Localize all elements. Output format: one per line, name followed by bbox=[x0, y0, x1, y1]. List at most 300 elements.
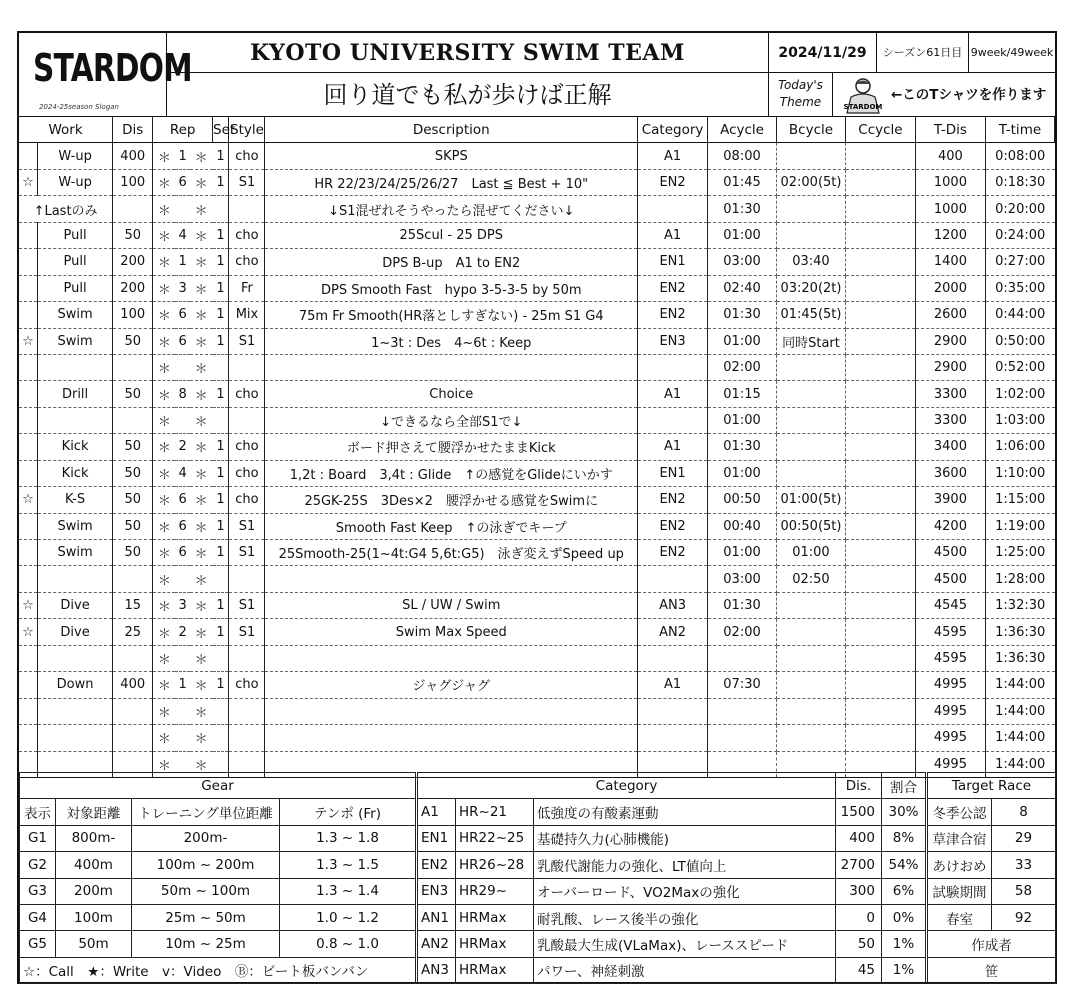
category-cell: EN3 bbox=[418, 878, 456, 904]
multiply-sign: ＊ bbox=[153, 487, 176, 513]
category-cell: HR22~25 bbox=[456, 825, 534, 851]
row-tdis: 4995 bbox=[915, 751, 985, 777]
row-ccycle bbox=[845, 275, 915, 301]
gear-header: 表示 bbox=[20, 799, 56, 825]
category-cell: HR~21 bbox=[456, 799, 534, 825]
category-row bbox=[418, 931, 926, 957]
multiply-sign: ＊ bbox=[153, 698, 176, 724]
multiply-sign: ＊ bbox=[153, 381, 176, 407]
category-cell: 0 bbox=[836, 904, 882, 930]
row-bcycle: 01:45(5t) bbox=[777, 302, 846, 328]
row-dis: 400 bbox=[113, 143, 153, 169]
row-set: 1 bbox=[213, 169, 229, 195]
multiply-sign: ＊ bbox=[153, 434, 176, 460]
row-mark bbox=[19, 275, 38, 301]
row-category: A1 bbox=[638, 222, 708, 248]
row-ttime: 0:24:00 bbox=[985, 222, 1054, 248]
row-dis: 400 bbox=[113, 672, 153, 698]
row-description bbox=[265, 566, 638, 592]
row-mark bbox=[19, 143, 38, 169]
multiply-sign: ＊ bbox=[190, 407, 213, 433]
row-description bbox=[265, 354, 638, 380]
row-set: 1 bbox=[213, 222, 229, 248]
row-category: EN2 bbox=[638, 540, 708, 566]
multiply-sign: ＊ bbox=[153, 460, 176, 486]
gear-cell: 1.0 ~ 1.2 bbox=[280, 904, 416, 930]
practice-sheet bbox=[17, 31, 1057, 984]
row-bcycle bbox=[777, 698, 846, 724]
row-category bbox=[638, 407, 708, 433]
col-tdis: T-Dis bbox=[915, 117, 985, 143]
row-category: AN3 bbox=[638, 592, 708, 618]
row-style bbox=[229, 196, 265, 222]
multiply-sign: ＊ bbox=[190, 302, 213, 328]
multiply-sign: ＊ bbox=[153, 566, 176, 592]
category-cell: 1% bbox=[882, 957, 926, 983]
row-tdis: 4500 bbox=[915, 566, 985, 592]
row-category: A1 bbox=[638, 381, 708, 407]
row-work: Drill bbox=[38, 381, 113, 407]
date: 2024/11/29 bbox=[769, 33, 877, 73]
multiply-sign: ＊ bbox=[190, 751, 213, 777]
multiply-sign: ＊ bbox=[190, 725, 213, 751]
row-set: 1 bbox=[213, 672, 229, 698]
row-set: 1 bbox=[213, 275, 229, 301]
row-bcycle: 03:40 bbox=[777, 249, 846, 275]
target-race-row bbox=[928, 799, 1056, 825]
target-cell: 冬季公認 bbox=[928, 799, 992, 825]
row-bcycle: 02:00(5t) bbox=[777, 169, 846, 195]
row-category bbox=[638, 698, 708, 724]
category-cell: HRMax bbox=[456, 904, 534, 930]
row-acycle bbox=[708, 645, 777, 671]
row-ccycle bbox=[845, 698, 915, 724]
row-set bbox=[213, 407, 229, 433]
row-set: 1 bbox=[213, 513, 229, 539]
row-ttime: 0:50:00 bbox=[985, 328, 1054, 354]
category-cell: 2700 bbox=[836, 852, 882, 878]
table-row bbox=[19, 513, 1055, 539]
row-bcycle bbox=[777, 725, 846, 751]
row-bcycle bbox=[777, 460, 846, 486]
row-dis: 50 bbox=[113, 381, 153, 407]
category-cell: 6% bbox=[882, 878, 926, 904]
row-work: Pull bbox=[38, 222, 113, 248]
category-cell: 1% bbox=[882, 931, 926, 957]
multiply-sign: ＊ bbox=[190, 275, 213, 301]
multiply-sign: ＊ bbox=[190, 698, 213, 724]
multiply-sign: ＊ bbox=[190, 434, 213, 460]
row-category: EN2 bbox=[638, 513, 708, 539]
row-style: cho bbox=[229, 460, 265, 486]
multiply-sign: ＊ bbox=[153, 302, 176, 328]
row-description: 1,2t : Board 3,4t : Glide ↑の感覚をGlideにいかす bbox=[265, 460, 638, 486]
table-row bbox=[19, 540, 1055, 566]
row-acycle: 02:00 bbox=[708, 619, 777, 645]
row-rep: 1 bbox=[175, 143, 189, 169]
multiply-sign: ＊ bbox=[153, 169, 176, 195]
week-progress: 9week/49week bbox=[969, 33, 1055, 73]
row-ttime: 1:15:00 bbox=[985, 487, 1054, 513]
row-rep: 6 bbox=[175, 302, 189, 328]
row-mark bbox=[19, 645, 38, 671]
row-dis: 200 bbox=[113, 249, 153, 275]
row-style bbox=[229, 566, 265, 592]
table-row bbox=[19, 619, 1055, 645]
row-rep: 3 bbox=[175, 592, 189, 618]
row-acycle bbox=[708, 698, 777, 724]
row-rep: 2 bbox=[175, 434, 189, 460]
row-rep: 6 bbox=[175, 328, 189, 354]
gear-cell: 100m bbox=[56, 904, 132, 930]
gear-cell: 25m ~ 50m bbox=[132, 904, 280, 930]
gear-row bbox=[20, 825, 416, 851]
row-style: S1 bbox=[229, 169, 265, 195]
row-acycle: 00:50 bbox=[708, 487, 777, 513]
row-set: 1 bbox=[213, 381, 229, 407]
row-category bbox=[638, 566, 708, 592]
row-mark bbox=[19, 381, 38, 407]
row-category: EN2 bbox=[638, 302, 708, 328]
row-work: Swim bbox=[38, 540, 113, 566]
row-rep bbox=[175, 354, 189, 380]
row-category: A1 bbox=[638, 143, 708, 169]
row-bcycle bbox=[777, 222, 846, 248]
table-row bbox=[19, 434, 1055, 460]
row-bcycle bbox=[777, 672, 846, 698]
multiply-sign: ＊ bbox=[190, 249, 213, 275]
row-set: 1 bbox=[213, 487, 229, 513]
row-rep: 6 bbox=[175, 513, 189, 539]
gear-header: テンポ (Fr) bbox=[280, 799, 416, 825]
row-ttime: 1:44:00 bbox=[985, 672, 1054, 698]
row-tdis: 2900 bbox=[915, 354, 985, 380]
row-dis: 50 bbox=[113, 222, 153, 248]
row-set bbox=[213, 354, 229, 380]
category-cell: 乳酸最大生成(VLaMax)、レーススピード bbox=[534, 931, 836, 957]
gear-cell: G2 bbox=[20, 852, 56, 878]
row-description: HR 22/23/24/25/26/27 Last ≦ Best + 10" bbox=[265, 169, 638, 195]
row-set: 1 bbox=[213, 540, 229, 566]
row-dis: 100 bbox=[113, 169, 153, 195]
row-description: 25Smooth-25(1~4t:G4 5,6t:G5) 泳ぎ変えずSpeed up bbox=[265, 540, 638, 566]
row-ttime: 1:44:00 bbox=[985, 751, 1054, 777]
row-set: 1 bbox=[213, 143, 229, 169]
row-style bbox=[229, 725, 265, 751]
row-tdis: 2600 bbox=[915, 302, 985, 328]
gear-cell: 200m- bbox=[132, 825, 280, 851]
row-acycle: 01:00 bbox=[708, 222, 777, 248]
category-row bbox=[418, 799, 926, 825]
row-mark bbox=[19, 354, 38, 380]
row-set: 1 bbox=[213, 328, 229, 354]
row-ttime: 1:36:30 bbox=[985, 619, 1054, 645]
gear-cell: G3 bbox=[20, 878, 56, 904]
table-row bbox=[19, 566, 1055, 592]
col-dis: Dis bbox=[113, 117, 153, 143]
row-mark bbox=[19, 434, 38, 460]
table-row bbox=[19, 381, 1055, 407]
row-tdis: 4500 bbox=[915, 540, 985, 566]
category-row bbox=[418, 957, 926, 983]
row-mark bbox=[19, 407, 38, 433]
row-bcycle: 01:00 bbox=[777, 540, 846, 566]
row-dis bbox=[113, 407, 153, 433]
gear-cell: 400m bbox=[56, 852, 132, 878]
col-rep: Rep bbox=[153, 117, 213, 143]
row-category: EN2 bbox=[638, 169, 708, 195]
target-cell: 33 bbox=[992, 852, 1056, 878]
row-work bbox=[38, 354, 113, 380]
row-style: S1 bbox=[229, 513, 265, 539]
row-set: 1 bbox=[213, 249, 229, 275]
row-bcycle bbox=[777, 592, 846, 618]
row-ccycle bbox=[845, 381, 915, 407]
row-ccycle bbox=[845, 249, 915, 275]
target-cell: 92 bbox=[992, 904, 1056, 930]
row-description: ボード押さえて腰浮かせたままKick bbox=[265, 434, 638, 460]
category-cell: HR29~ bbox=[456, 878, 534, 904]
category-cell: 45 bbox=[836, 957, 882, 983]
multiply-sign: ＊ bbox=[190, 328, 213, 354]
row-set bbox=[213, 645, 229, 671]
category-cell: パワー、神経刺激 bbox=[534, 957, 836, 983]
row-description: Smooth Fast Keep ↑の泳ぎでキープ bbox=[265, 513, 638, 539]
row-ccycle bbox=[845, 460, 915, 486]
row-work bbox=[38, 566, 113, 592]
row-dis bbox=[113, 725, 153, 751]
category-cell: AN3 bbox=[418, 957, 456, 983]
row-dis bbox=[113, 354, 153, 380]
target-race-row bbox=[928, 904, 1056, 930]
slogan-tag: 2024-25season Slogan bbox=[39, 103, 119, 111]
row-bcycle bbox=[777, 645, 846, 671]
row-category bbox=[638, 725, 708, 751]
row-tdis: 3300 bbox=[915, 407, 985, 433]
row-ccycle bbox=[845, 725, 915, 751]
row-style: cho bbox=[229, 434, 265, 460]
logo-cell bbox=[19, 33, 192, 117]
table-row bbox=[19, 328, 1055, 354]
multiply-sign: ＊ bbox=[153, 540, 176, 566]
row-work: Swim bbox=[38, 328, 113, 354]
row-work: Dive bbox=[38, 619, 113, 645]
row-mark bbox=[19, 460, 38, 486]
row-ccycle bbox=[845, 566, 915, 592]
row-mark bbox=[19, 725, 38, 751]
row-ccycle bbox=[845, 169, 915, 195]
row-style: cho bbox=[229, 672, 265, 698]
category-cell: AN2 bbox=[418, 931, 456, 957]
table-row bbox=[19, 354, 1055, 380]
row-ccycle bbox=[845, 434, 915, 460]
row-ccycle bbox=[845, 222, 915, 248]
row-description: SL / UW / Swim bbox=[265, 592, 638, 618]
row-mark bbox=[19, 302, 38, 328]
row-work: Kick bbox=[38, 434, 113, 460]
gear-row bbox=[20, 852, 416, 878]
col-acycle: Acycle bbox=[708, 117, 777, 143]
row-acycle: 00:40 bbox=[708, 513, 777, 539]
category-dis-label: Dis. bbox=[836, 773, 882, 799]
row-mark bbox=[19, 566, 38, 592]
row-ccycle bbox=[845, 487, 915, 513]
row-work: Swim bbox=[38, 302, 113, 328]
row-ccycle bbox=[845, 407, 915, 433]
row-ttime: 1:03:00 bbox=[985, 407, 1054, 433]
team-name: KYOTO UNIVERSITY SWIM TEAM bbox=[167, 33, 769, 73]
row-acycle bbox=[708, 725, 777, 751]
row-ttime: 0:20:00 bbox=[985, 196, 1054, 222]
row-style: cho bbox=[229, 249, 265, 275]
multiply-sign: ＊ bbox=[153, 619, 176, 645]
category-row bbox=[418, 878, 926, 904]
row-category bbox=[638, 196, 708, 222]
table-row bbox=[19, 407, 1055, 433]
target-cell: あけおめ bbox=[928, 852, 992, 878]
target-cell: 春室 bbox=[928, 904, 992, 930]
row-tdis: 4995 bbox=[915, 698, 985, 724]
multiply-sign: ＊ bbox=[153, 592, 176, 618]
row-ccycle bbox=[845, 592, 915, 618]
row-category: A1 bbox=[638, 672, 708, 698]
row-rep bbox=[175, 698, 189, 724]
row-rep bbox=[175, 725, 189, 751]
table-row bbox=[19, 725, 1055, 751]
row-tdis: 4200 bbox=[915, 513, 985, 539]
row-dis bbox=[113, 698, 153, 724]
multiply-sign: ＊ bbox=[190, 196, 213, 222]
gear-row bbox=[20, 904, 416, 930]
multiply-sign: ＊ bbox=[153, 354, 176, 380]
row-category: EN2 bbox=[638, 275, 708, 301]
category-title: Category bbox=[418, 773, 836, 799]
multiply-sign: ＊ bbox=[153, 249, 176, 275]
row-description bbox=[265, 645, 638, 671]
multiply-sign: ＊ bbox=[190, 460, 213, 486]
gear-table bbox=[19, 772, 416, 984]
row-ttime: 0:27:00 bbox=[985, 249, 1054, 275]
target-race-row bbox=[928, 878, 1056, 904]
multiply-sign: ＊ bbox=[190, 487, 213, 513]
category-cell: EN2 bbox=[418, 852, 456, 878]
row-ccycle bbox=[845, 513, 915, 539]
row-acycle: 01:00 bbox=[708, 540, 777, 566]
target-cell: 29 bbox=[992, 825, 1056, 851]
row-tdis: 3400 bbox=[915, 434, 985, 460]
multiply-sign: ＊ bbox=[153, 328, 176, 354]
category-cell: 基礎持久力(心肺機能) bbox=[534, 825, 836, 851]
row-dis: 100 bbox=[113, 302, 153, 328]
target-race-row bbox=[928, 825, 1056, 851]
multiply-sign: ＊ bbox=[153, 751, 176, 777]
row-acycle: 01:30 bbox=[708, 434, 777, 460]
category-cell: 400 bbox=[836, 825, 882, 851]
category-cell: A1 bbox=[418, 799, 456, 825]
table-row bbox=[19, 672, 1055, 698]
row-ttime: 1:10:00 bbox=[985, 460, 1054, 486]
col-category: Category bbox=[638, 117, 708, 143]
mark-legend: ☆：Call ★：Write v：Video Ⓑ：ビート板バンバン bbox=[20, 957, 416, 983]
multiply-sign: ＊ bbox=[153, 222, 176, 248]
row-acycle: 02:40 bbox=[708, 275, 777, 301]
row-style bbox=[229, 407, 265, 433]
row-work: W-up bbox=[38, 143, 113, 169]
row-ccycle bbox=[845, 354, 915, 380]
category-cell: 0% bbox=[882, 904, 926, 930]
row-tdis: 1400 bbox=[915, 249, 985, 275]
row-ttime: 1:36:30 bbox=[985, 645, 1054, 671]
row-acycle: 02:00 bbox=[708, 354, 777, 380]
row-rep bbox=[175, 645, 189, 671]
row-description: 25Scul - 25 DPS bbox=[265, 222, 638, 248]
row-dis: 50 bbox=[113, 487, 153, 513]
row-ccycle bbox=[845, 143, 915, 169]
row-style: cho bbox=[229, 222, 265, 248]
table-row bbox=[19, 275, 1055, 301]
row-tdis: 3600 bbox=[915, 460, 985, 486]
row-dis: 50 bbox=[113, 434, 153, 460]
row-tdis: 4545 bbox=[915, 592, 985, 618]
row-mark bbox=[19, 540, 38, 566]
row-tdis: 1200 bbox=[915, 222, 985, 248]
row-style: cho bbox=[229, 487, 265, 513]
row-style: S1 bbox=[229, 540, 265, 566]
row-dis bbox=[113, 645, 153, 671]
multiply-sign: ＊ bbox=[190, 513, 213, 539]
row-description: DPS B-up A1 to EN2 bbox=[265, 249, 638, 275]
category-cell: AN1 bbox=[418, 904, 456, 930]
star-icon: ☆ bbox=[19, 169, 38, 195]
row-category: A1 bbox=[638, 434, 708, 460]
category-cell: HR26~28 bbox=[456, 852, 534, 878]
slogan-text: 回り道でも私が歩けば正解 bbox=[167, 73, 769, 117]
target-race-row bbox=[928, 852, 1056, 878]
category-cell: オーバーロード、VO2Maxの強化 bbox=[534, 878, 836, 904]
star-icon: ☆ bbox=[19, 592, 38, 618]
multiply-sign: ＊ bbox=[153, 725, 176, 751]
row-description: ↓できるなら全部S1で↓ bbox=[265, 407, 638, 433]
col-style: Style bbox=[229, 117, 265, 143]
multiply-sign: ＊ bbox=[153, 513, 176, 539]
category-row bbox=[418, 852, 926, 878]
row-note: ↑Lastのみ bbox=[19, 196, 113, 222]
row-work bbox=[38, 645, 113, 671]
row-work: W-up bbox=[38, 169, 113, 195]
gear-cell: 50m ~ 100m bbox=[132, 878, 280, 904]
row-bcycle: 00:50(5t) bbox=[777, 513, 846, 539]
theme-label bbox=[769, 73, 833, 117]
gear-cell: 10m ~ 25m bbox=[132, 931, 280, 957]
row-tdis: 4595 bbox=[915, 619, 985, 645]
row-work bbox=[38, 698, 113, 724]
row-bcycle bbox=[777, 143, 846, 169]
row-dis bbox=[113, 196, 153, 222]
row-acycle: 01:00 bbox=[708, 407, 777, 433]
row-bcycle: 02:50 bbox=[777, 566, 846, 592]
target-cell: 草津合宿 bbox=[928, 825, 992, 851]
table-row bbox=[19, 302, 1055, 328]
row-bcycle bbox=[777, 196, 846, 222]
category-cell: 乳酸代謝能力の強化、LT値向上 bbox=[534, 852, 836, 878]
row-acycle: 01:30 bbox=[708, 592, 777, 618]
row-ttime: 0:52:00 bbox=[985, 354, 1054, 380]
row-rep bbox=[175, 566, 189, 592]
row-ccycle bbox=[845, 196, 915, 222]
row-category: EN3 bbox=[638, 328, 708, 354]
multiply-sign: ＊ bbox=[153, 645, 176, 671]
row-set: 1 bbox=[213, 592, 229, 618]
